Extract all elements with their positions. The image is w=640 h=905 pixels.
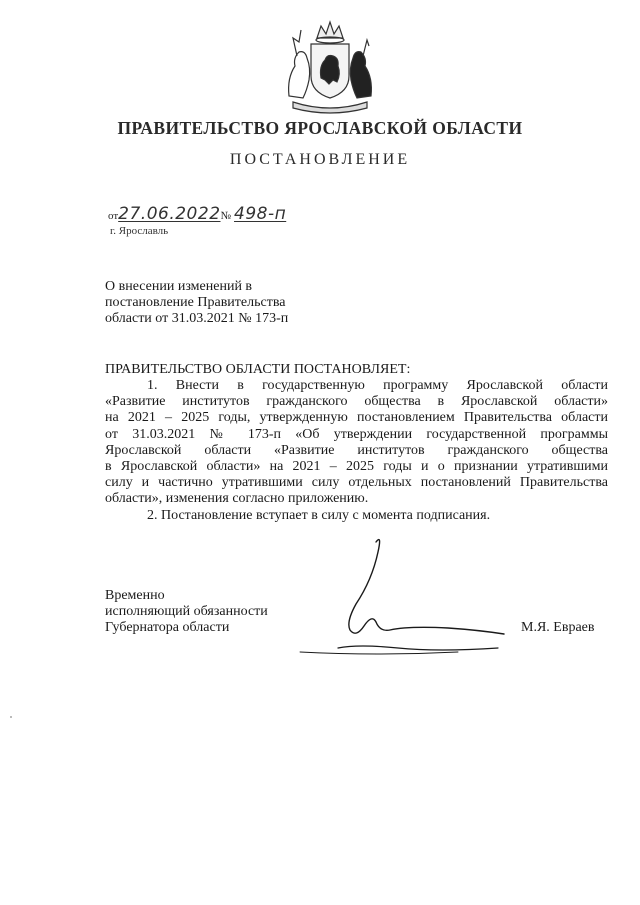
- paragraph-1-line: области», изменения согласно приложению.: [105, 491, 369, 507]
- paragraph-1-line: 1. Внести в государственную программу Ярославской области: [147, 378, 608, 393]
- handwritten-signature: [298, 530, 510, 660]
- subject-block: [105, 279, 365, 327]
- subject-line: постановление Правительства: [105, 295, 286, 310]
- coat-of-arms-icon: [283, 18, 377, 114]
- paragraph-1-line: силу и частично утратившими силу отдельных постановлений Правительства: [105, 475, 608, 491]
- signer-name: М.Я. Евраев: [521, 620, 595, 635]
- subject-line: области от 31.03.2021 № 173-п: [105, 311, 289, 326]
- handwritten-date: 27.06.2022: [118, 204, 221, 224]
- paragraph-1-line: от 31.03.2021 № 173-п «Об утверждении государственной программы: [105, 426, 608, 442]
- organization-title: ПРАВИТЕЛЬСТВО ЯРОСЛАВСКОЙ ОБЛАСТИ: [117, 118, 523, 138]
- signer-position-line: Губернатора области: [105, 620, 230, 635]
- paragraph-1-line: в Ярославской области» на 2021 – 2025 годы и о признании утратившими: [105, 459, 608, 475]
- paragraph-1-line: «Развитие институтов гражданского общества в Ярославской области»: [105, 394, 608, 410]
- signer-position-line: Временно: [105, 588, 165, 603]
- decree-heading: ПРАВИТЕЛЬСТВО ОБЛАСТИ ПОСТАНОВЛЯЕТ:: [105, 362, 411, 377]
- document-type-title: ПОСТАНОВЛЕНИЕ: [229, 151, 411, 168]
- subject-line: О внесении изменений в: [105, 279, 253, 294]
- paragraph-1-line: на 2021 – 2025 годы, утвержденную постановлением Правительства области: [105, 410, 608, 426]
- scan-speck: [10, 716, 12, 718]
- date-number-line: [108, 204, 286, 224]
- paragraph-2: 2. Постановление вступает в силу с момента подписания.: [147, 507, 491, 523]
- paragraph-1-line: Ярославской области «Развитие институтов гражданского общества: [105, 442, 608, 458]
- handwritten-number: 498-п: [234, 204, 287, 224]
- number-prefix: №: [220, 210, 232, 222]
- city-label: г. Ярославль: [110, 225, 169, 237]
- signer-position-line: исполняющий обязанности: [105, 604, 268, 619]
- body-text: [105, 378, 608, 524]
- signer-position: [105, 588, 268, 636]
- date-prefix: от: [108, 210, 119, 222]
